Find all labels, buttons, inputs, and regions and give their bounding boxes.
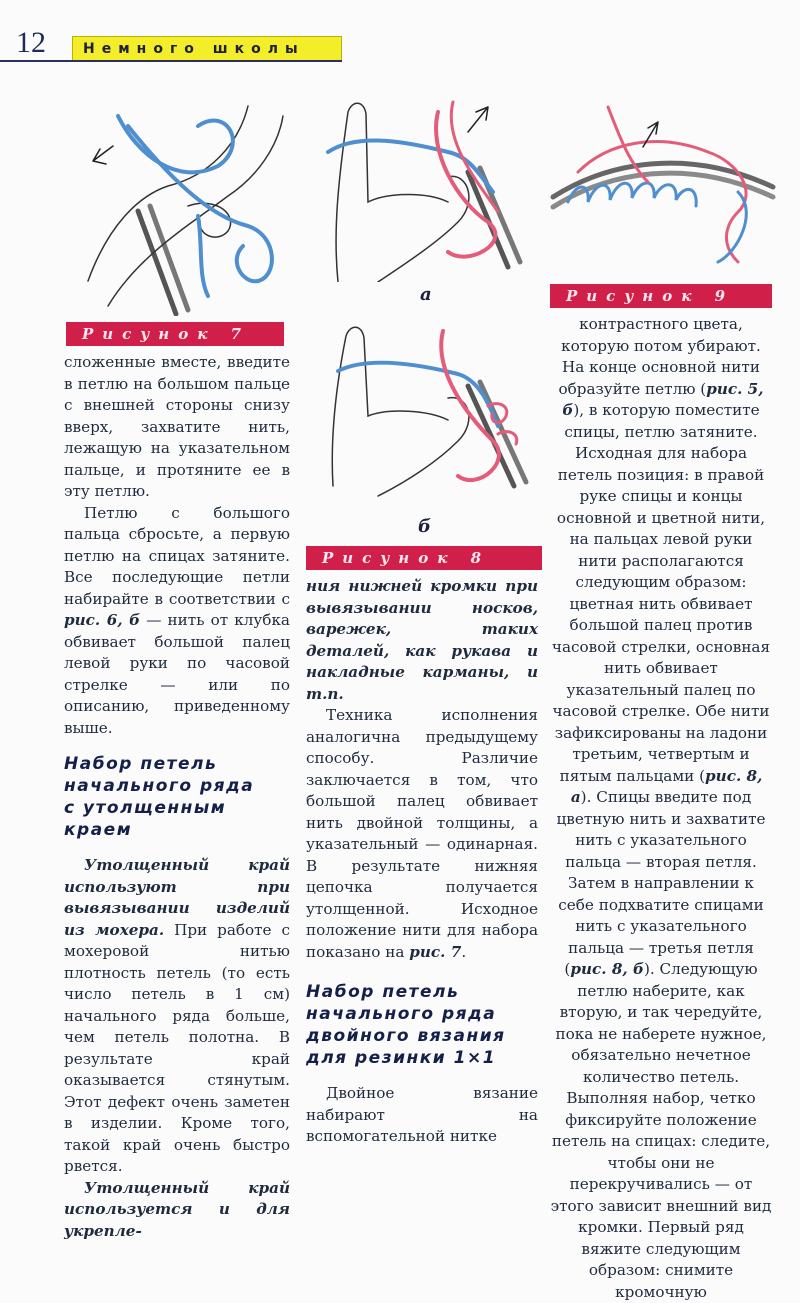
col2-p2-text: Техника исполнения аналогична предыдущему способу. Различие заключается в том, что большой палец обвивает нить двойной толщины, а указательный — одинарная. В результате нижняя цепочка получается утолщенной. Исходное положение нити для набора показано на [306,706,538,961]
col3-p1-part-d: ). Следующую петлю наберите, как вторую, и так чередуйте, пока не наберете нужное, обязательно нечетное количество петель. Выполняя набор, четко фиксируйте положение петель на спицах: следите, чтобы они не перекручивались — от этого зависит внешний вид кромки. Первый ряд вяжите следующим образом: снимите кромочную [550,960,772,1301]
col1-p3-text: При работе с мохеровой нитью плотность петель (то есть число петель в 1 см) начального ряда больше, чем петель полотна. В результате край оказывается стянутым. Этот дефект очень заметен в изделии. Кроме того, такой край очень быстро рвется. [64,920,290,1175]
col2-paragraph-1: ния нижней кромки при вывязывании носков, варежек, таких деталей, как рукава и накладные карманы, и т.п. [306,577,538,703]
col3-figure-ref-2: рис. 8, а [570,766,763,806]
figure-8a-label: а [420,284,432,305]
col2-section-heading [306,981,538,1069]
figure-7-illustration [78,86,298,316]
col1-section-heading [64,753,290,841]
figure-7-caption: Рисунок 7 [66,322,284,346]
col1-p2-tail: — нить от клубка обвивает большой палец левой руки по часовой стрелке — или по описанию, приведенному выше. [64,611,290,737]
figure-8b-illustration [318,316,538,506]
col1-paragraph-3 [64,855,290,1178]
col1-p2-figure-ref: рис. 6, б [64,611,141,629]
col2-heading-line-4: для резинки 1×1 [306,1048,497,1068]
col2-p2-tail: . [461,942,467,961]
col1-paragraph-2 [64,503,290,740]
col1-p3-emphasis: Утолщенный край используют при вывязывании изделий из мохера. [64,856,290,939]
figure-9-caption: Рисунок 9 [550,284,772,308]
col2-heading-line-1: Набор петель [306,982,460,1002]
col2-heading-line-2: начального ряда [306,1004,497,1024]
col1-heading-line-2: начального ряда [64,776,255,796]
text-column-2 [306,576,538,1148]
figure-9-illustration [548,92,778,282]
col3-p1-part-c: ). Спицы введите под цветную нить и захватите нить с указательного пальца — вторая петля. Затем в направлении к себе подхватите спицами нить с указательного пальца — третья петля ( [556,788,766,978]
col2-p2-figure-ref: рис. 7 [409,942,462,961]
page-number: 12 [16,26,46,59]
header-rule [0,60,342,62]
col3-p1-part-a: контрастного цвета, которую потом убирают. На конце основной нити образуйте петлю ( [558,315,761,398]
col1-p2-text: Петлю с большого пальца сбросьте, а первую петлю на спицах затяните. Все последующие петли набирайте в соответствии с [64,503,290,608]
col1-heading-line-1: Набор петель [64,754,218,774]
col2-paragraph-2 [306,705,538,963]
figure-8a-illustration [318,92,538,282]
col3-paragraph-1 [548,314,774,1303]
text-column-1 [64,352,290,1242]
col3-p1-part-b: ), в которую поместите спицы, петлю затяните. Исходная для набора петель позиция: в правой руке спицы и концы основной и цветной нити, на пальцах левой руки нити располагаются следующим образом: цветная нить обвивает большой палец против часовой стрелки, основная нить обвивает указательный палец по часовой стрелке. Обе нити зафиксированы на ладони третьим, четвертым и пятым пальцами ( [551,401,771,785]
text-column-3 [548,314,774,1303]
col1-paragraph-1: сложенные вместе, введите в петлю на большом пальце с внешней стороны снизу вверх, захватите нить, лежащую на указательном пальце, и протяните ее в эту петлю. [64,353,290,500]
col1-heading-line-3: с утолщенным [64,798,227,818]
col1-paragraph-4: Утолщенный край используется и для укрепле- [64,1178,290,1240]
col2-paragraph-3: Двойное вязание набирают на вспомогательной нитке [306,1084,538,1145]
col2-heading-line-3: двойного вязания [306,1026,506,1046]
col3-figure-ref-3: рис. 8, б [570,960,644,978]
figure-8-caption: Рисунок 8 [306,546,542,570]
col3-figure-ref-1: рис. 5, б [562,379,764,419]
col1-heading-line-4: краем [64,820,133,840]
section-title-banner: Немного школы [72,36,342,62]
figure-8b-label: б [418,516,431,537]
